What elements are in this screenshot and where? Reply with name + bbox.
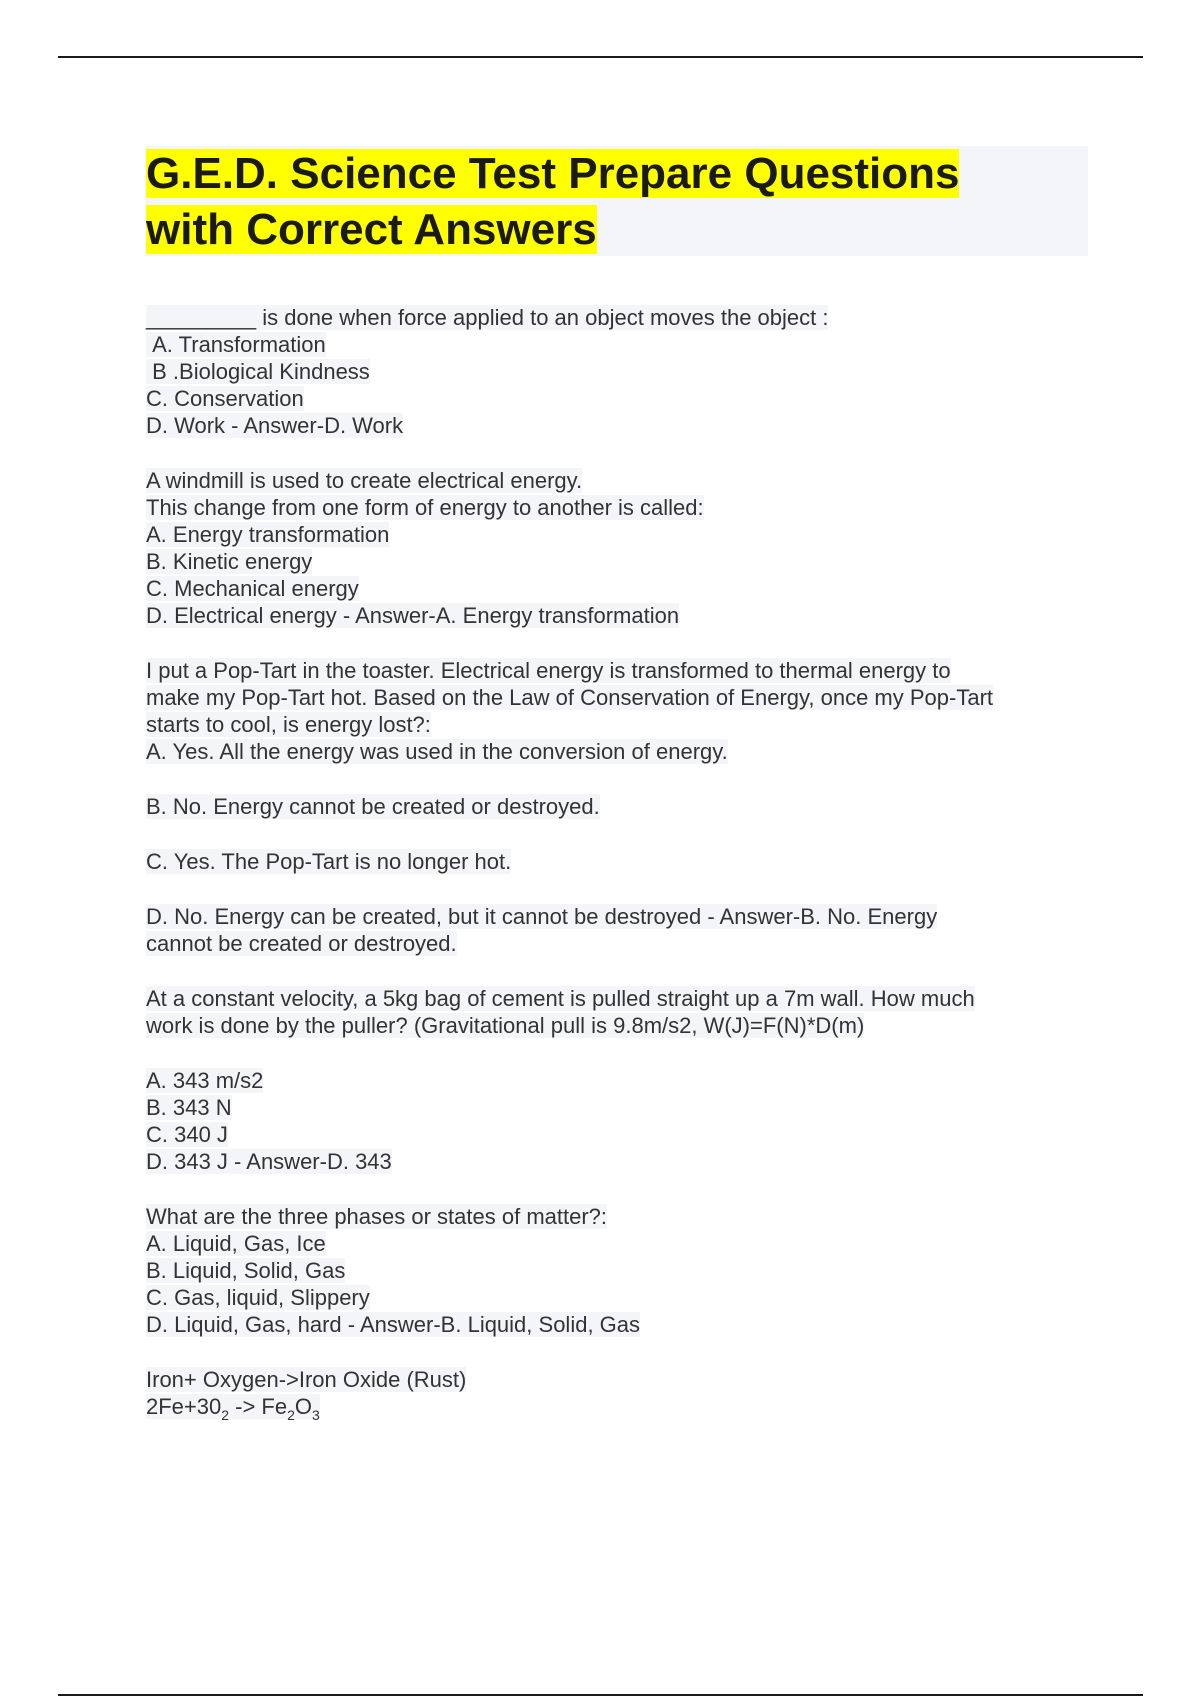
equation-part: -> Fe	[229, 1394, 288, 1419]
option: B. No. Energy cannot be created or destroyed.	[146, 794, 600, 819]
title-line-2: with Correct Answers	[146, 205, 597, 254]
option: B .Biological Kindness	[146, 359, 370, 384]
option: A. 343 m/s2	[146, 1068, 264, 1093]
option-with-answer: cannot be created or destroyed.	[146, 931, 457, 956]
question-text: I put a Pop-Tart in the toaster. Electrical energy is transformed to thermal energy to	[146, 658, 951, 683]
spacer	[146, 820, 1086, 848]
document-title	[146, 146, 1088, 258]
option: B. Liquid, Solid, Gas	[146, 1258, 346, 1283]
question-4	[146, 985, 1086, 1175]
option-with-answer: D. No. Energy can be created, but it cannot be destroyed - Answer-B. No. Energy	[146, 904, 938, 929]
option-with-answer: D. Liquid, Gas, hard - Answer-B. Liquid, Solid, Gas	[146, 1312, 641, 1337]
title-line-1: G.E.D. Science Test Prepare Questions	[146, 149, 960, 198]
option: A. Energy transformation	[146, 522, 390, 547]
question-text: What are the three phases or states of matter?:	[146, 1204, 608, 1229]
question-text: make my Pop-Tart hot. Based on the Law of Conservation of Energy, once my Pop-Tart	[146, 685, 994, 710]
option-with-answer: D. Work - Answer-D. Work	[146, 413, 404, 438]
question-text: starts to cool, is energy lost?:	[146, 712, 431, 737]
question-2	[146, 467, 1086, 629]
question-1	[146, 304, 1086, 439]
bottom-rule	[58, 1694, 1143, 1696]
spacer	[146, 1039, 1086, 1067]
spacer	[146, 875, 1086, 903]
option: C. Mechanical energy	[146, 576, 359, 601]
option: C. Yes. The Pop-Tart is no longer hot.	[146, 849, 512, 874]
question-text: At a constant velocity, a 5kg bag of cement is pulled straight up a 7m wall. How much	[146, 986, 975, 1011]
option: A. Liquid, Gas, Ice	[146, 1231, 326, 1256]
option: B. 343 N	[146, 1095, 232, 1120]
question-text: work is done by the puller? (Gravitational pull is 9.8m/s2, W(J)=F(N)*D(m)	[146, 1013, 865, 1038]
option: B. Kinetic energy	[146, 549, 313, 574]
equation-subscript: 2	[287, 1407, 295, 1423]
question-5	[146, 1203, 1086, 1338]
question-text: A windmill is used to create electrical energy.	[146, 468, 583, 493]
question-text: This change from one form of energy to another is called:	[146, 495, 704, 520]
option-with-answer: D. Electrical energy - Answer-A. Energy transformation	[146, 603, 680, 628]
option: C. 340 J	[146, 1122, 228, 1147]
equation-subscript: 3	[312, 1407, 320, 1423]
spacer	[146, 765, 1086, 793]
option: A. Transformation	[146, 332, 326, 357]
question-3	[146, 657, 1086, 957]
option: C. Conservation	[146, 386, 304, 411]
equation-part: O	[294, 1394, 313, 1419]
question-text: _________ is done when force applied to an object moves the object :	[146, 305, 829, 330]
equation-subscript: 2	[221, 1407, 230, 1423]
question-6	[146, 1366, 1086, 1423]
top-rule	[58, 56, 1143, 58]
option: C. Gas, liquid, Slippery	[146, 1285, 370, 1310]
title-block	[146, 146, 1088, 256]
chemical-equation	[146, 1393, 1086, 1423]
option: A. Yes. All the energy was used in the conversion of energy.	[146, 739, 728, 764]
document-body	[146, 304, 1086, 1448]
option-with-answer: D. 343 J - Answer-D. 343	[146, 1149, 392, 1174]
question-text: Iron+ Oxygen->Iron Oxide (Rust)	[146, 1367, 467, 1392]
equation-part: 2Fe+30	[146, 1394, 222, 1419]
